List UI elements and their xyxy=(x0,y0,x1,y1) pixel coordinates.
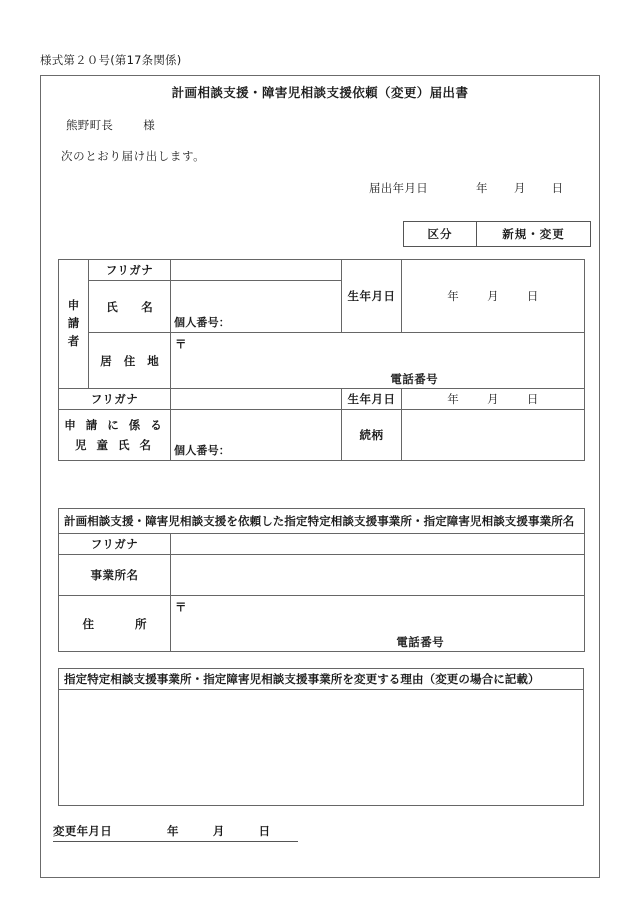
birth-year: 年 xyxy=(447,289,460,303)
child-name-label xyxy=(59,410,171,461)
reason-body[interactable] xyxy=(59,690,583,826)
form-number: 様式第２０号(第17条関係) xyxy=(40,53,182,67)
birth-year: 年 xyxy=(447,392,460,406)
applicant-mynumber-label: 個人番号： xyxy=(174,316,230,329)
child-birthdate-label: 生年月日 xyxy=(342,389,402,410)
table-row xyxy=(59,596,585,652)
change-date-year: 年 xyxy=(167,824,179,838)
table-row xyxy=(59,555,585,596)
reason-header: 指定特定相談支援事業所・指定障害児相談支援事業所を変更する理由（変更の場合に記載） xyxy=(59,669,583,690)
child-furigana-value[interactable] xyxy=(171,389,342,410)
child-furigana-label: フリガナ xyxy=(59,389,171,410)
child-name-label-line1: 申 請 に 係 る xyxy=(64,417,165,432)
office-section-header: 計画相談支援・障害児相談支援を依頼した指定特定相談支援事業所・指定障害児相談支援事業所名 xyxy=(59,509,585,534)
applicant-birthdate-label: 生年月日 xyxy=(342,260,402,333)
birth-month: 月 xyxy=(487,289,499,303)
submit-date-line xyxy=(369,180,563,196)
change-date-line[interactable] xyxy=(53,823,298,842)
postal-mark-icon: 〒 xyxy=(175,337,187,351)
spine-char: 申 xyxy=(67,298,80,313)
applicant-tel-label: 電話番号 xyxy=(390,372,438,386)
office-name-value[interactable] xyxy=(171,555,585,596)
page-title: 計画相談支援・障害児相談支援依頼（変更）届出書 xyxy=(171,85,469,100)
submit-date-month: 月 xyxy=(513,181,526,195)
submit-date-label: 届出年月日 xyxy=(369,181,428,195)
table-row xyxy=(59,260,585,281)
applicant-table xyxy=(58,259,585,461)
office-furigana-label: フリガナ xyxy=(59,534,171,555)
intro-text: 次のとおり届け出します。 xyxy=(61,149,206,163)
applicant-name-value[interactable] xyxy=(171,281,342,333)
spine-char: 者 xyxy=(67,333,80,348)
kubun-table xyxy=(403,221,591,247)
kubun-value[interactable]: 新規・変更 xyxy=(477,222,591,247)
addressee xyxy=(66,117,155,133)
addressee-office: 熊野町長 xyxy=(66,118,114,132)
applicant-furigana-label: フリガナ xyxy=(89,260,171,281)
child-relation-label: 続柄 xyxy=(342,410,402,461)
table-row xyxy=(59,410,585,461)
submit-date-day: 日 xyxy=(551,181,564,195)
kubun-label: 区分 xyxy=(404,222,477,247)
birth-month: 月 xyxy=(487,392,499,406)
child-relation-value[interactable] xyxy=(402,410,585,461)
reason-box xyxy=(58,668,584,806)
child-name-value[interactable] xyxy=(171,410,342,461)
office-address-label: 住 所 xyxy=(59,596,171,652)
office-tel-label: 電話番号 xyxy=(396,635,444,649)
applicant-name-label: 氏 名 xyxy=(89,281,171,333)
office-table xyxy=(58,508,585,652)
change-date-month: 月 xyxy=(212,824,225,838)
applicant-birthdate-value[interactable] xyxy=(402,260,585,333)
submit-date-year: 年 xyxy=(476,181,488,195)
office-name-label: 事業所名 xyxy=(59,555,171,596)
table-row xyxy=(59,509,585,534)
form-sheet xyxy=(40,75,600,878)
change-date-day: 日 xyxy=(258,824,271,838)
office-address-value[interactable] xyxy=(171,596,585,652)
child-mynumber-label: 個人番号： xyxy=(174,444,230,457)
applicant-residence-value[interactable] xyxy=(171,333,585,389)
addressee-honorific: 様 xyxy=(143,118,156,132)
table-row xyxy=(59,534,585,555)
child-name-label-line2: 児 童 氏 名 xyxy=(74,438,154,452)
applicant-residence-label: 居 住 地 xyxy=(89,333,171,389)
table-row xyxy=(404,222,591,247)
applicant-spine xyxy=(59,260,89,389)
postal-mark-icon: 〒 xyxy=(175,600,187,614)
change-date-label: 変更年月日 xyxy=(53,824,112,838)
child-birthdate-value[interactable] xyxy=(402,389,585,410)
birth-day: 日 xyxy=(526,392,539,406)
table-row xyxy=(59,333,585,389)
birth-day: 日 xyxy=(526,289,539,303)
applicant-furigana-value[interactable] xyxy=(171,260,342,281)
table-row xyxy=(59,389,585,410)
spine-char: 請 xyxy=(67,316,80,331)
office-furigana-value[interactable] xyxy=(171,534,585,555)
